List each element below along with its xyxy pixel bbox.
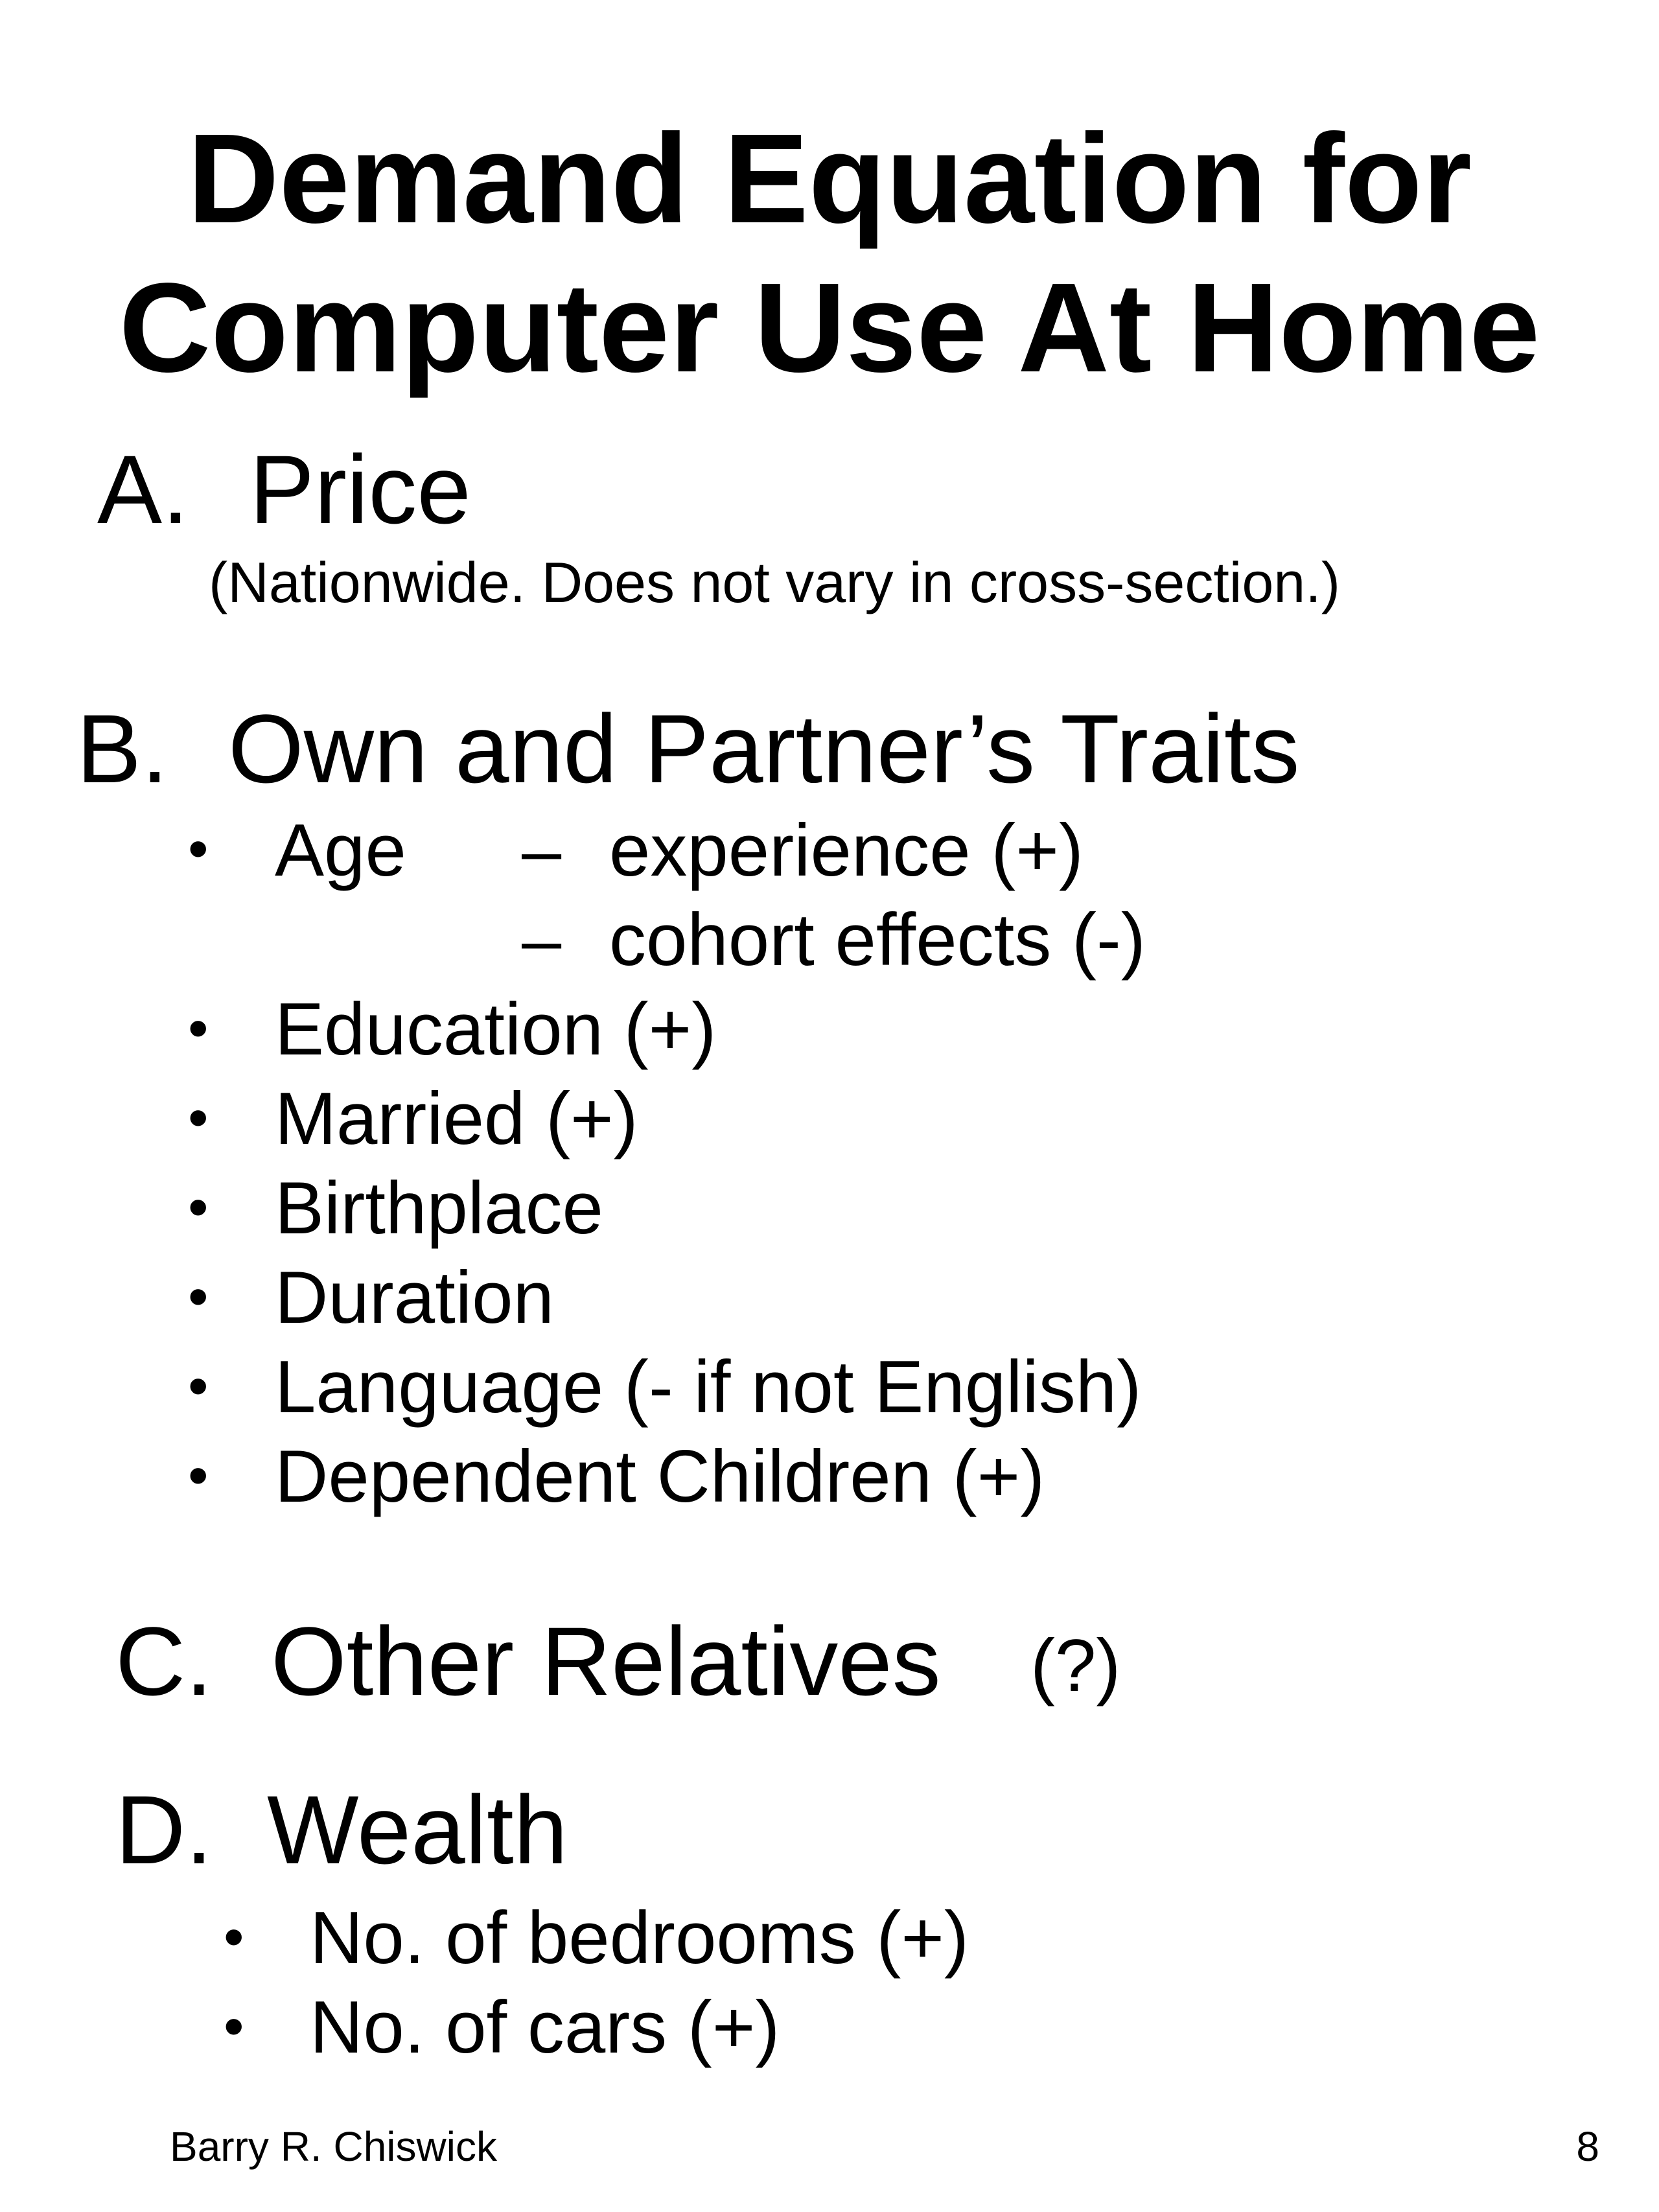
section-a-note: (Nationwide. Does not vary in cross-section.) [209,550,1340,614]
page-number: 8 [1576,2123,1599,2170]
trait-item: Language (- if not English) [275,1346,1142,1428]
trait-item: Duration [275,1257,554,1339]
slide-title-line-2: Computer Use At Home [119,257,1540,399]
section-b-letter: B. [76,694,168,803]
wealth-item: No. of cars (+) [310,1986,780,2069]
bullet-icon: • [188,1175,209,1240]
trait-item: Married (+) [275,1078,638,1160]
wealth-item: No. of bedrooms (+) [310,1897,969,1979]
bullet-icon: • [188,1443,209,1508]
section-c-heading: Other Relatives [271,1607,941,1716]
dash-icon: – [522,900,562,980]
section-c-letter: C. [115,1607,213,1716]
trait-item: Education (+) [275,988,717,1071]
section-a-letter: A. [97,435,189,544]
bullet-icon: • [188,817,209,881]
slide-title-line-1: Demand Equation for [187,108,1472,250]
trait-age-label: Age [275,809,406,892]
section-b-heading: Own and Partner’s Traits [228,694,1300,803]
bullet-icon: • [224,1905,244,1970]
trait-age-sub-2: cohort effects (-) [609,899,1146,981]
section-c-note: (?) [1030,1625,1121,1707]
section-d-letter: D. [115,1775,213,1884]
trait-age-sub-1: experience (+) [609,809,1084,892]
bullet-icon: • [188,1354,209,1419]
bullet-icon: • [188,996,209,1061]
section-a-heading: Price [249,435,471,544]
trait-item: Dependent Children (+) [275,1436,1045,1518]
trait-item: Birthplace [275,1167,603,1250]
section-d-heading: Wealth [267,1775,568,1884]
bullet-icon: • [188,1086,209,1150]
bullet-icon: • [224,1994,244,2059]
dash-icon: – [522,811,562,891]
bullet-icon: • [188,1264,209,1329]
footer-author: Barry R. Chiswick [170,2123,497,2170]
